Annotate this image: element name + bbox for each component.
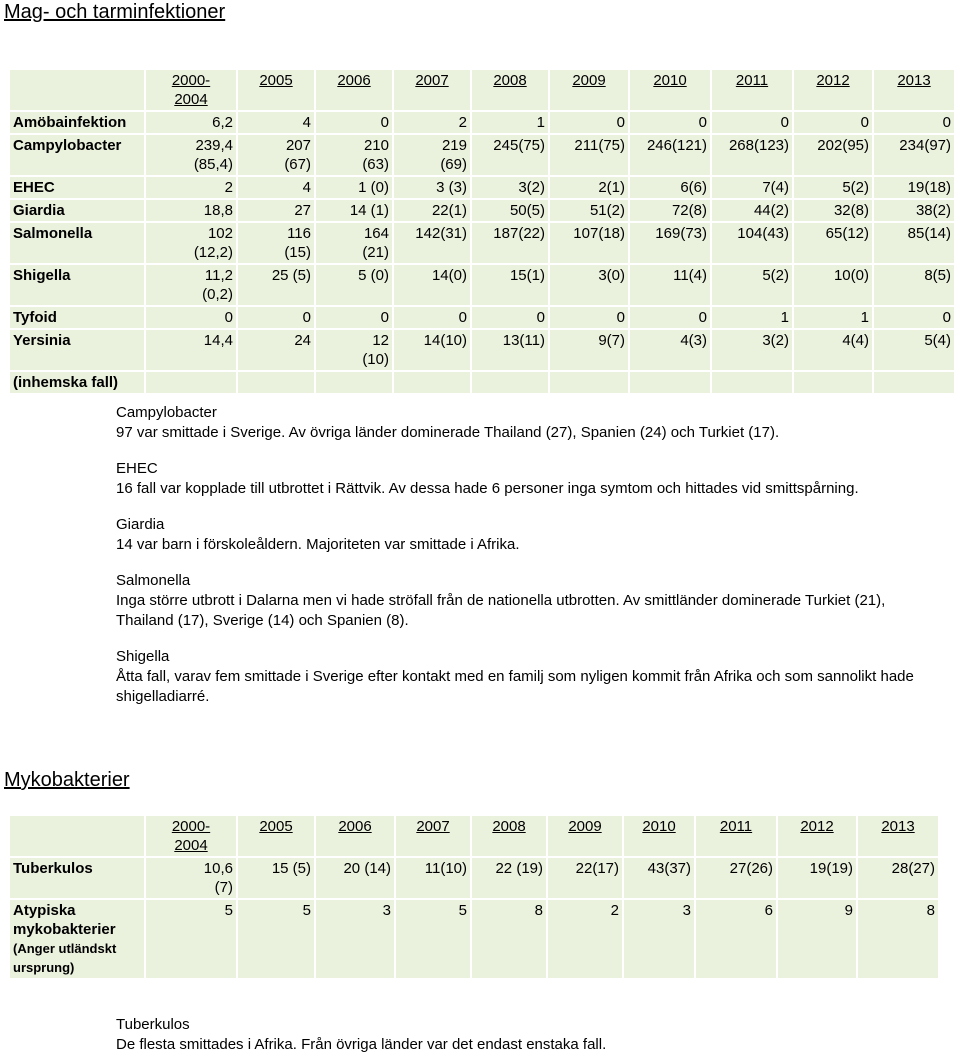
table-cell: 13(11) [471,329,549,371]
table-cell: 65(12) [793,222,873,264]
row-label-text: Tyfoid [13,309,57,326]
table-cell: 2 [145,176,237,199]
table-cell: 164 (21) [315,222,393,264]
table-cell: 27(26) [695,857,777,899]
table-cell: 19(19) [777,857,857,899]
row-label-text: Tuberkulos [13,860,93,877]
table-cell: 5 [237,899,315,979]
row-label [9,329,145,371]
table-cell: 19(18) [873,176,955,199]
table-cell: 15(1) [471,264,549,306]
note-body: Inga större utbrott i Dalarna men vi hade ströfall från de nationella utbrotten. Av smittländer dominerade Turkiet (21), Thailand (17), Sverige (14) och Spanien (8). [116,592,886,629]
year-header: 2000- 2004 [145,815,237,857]
row-label-text: Yersinia [13,332,71,349]
table-cell: 116 (15) [237,222,315,264]
note-block [116,459,946,499]
table-cell: 11,2 (0,2) [145,264,237,306]
table-cell: 4 [237,111,315,134]
row-label [9,899,145,979]
table-cell: 4(3) [629,329,711,371]
table-cell: 6,2 [145,111,237,134]
table-cell: 0 [549,111,629,134]
row-label-text: EHEC [13,179,55,196]
mycobacteria-notes [116,1015,946,1055]
year-header: 2005 [237,815,315,857]
note-spacer [116,631,946,647]
table-cell: 3 [623,899,695,979]
year-header: 2008 [471,69,549,111]
note-spacer [116,555,946,571]
table-cell: 8 [471,899,547,979]
table-cell: 43(37) [623,857,695,899]
table-cell: 72(8) [629,199,711,222]
row-label-text: Campylobacter [13,137,122,154]
row-label-text: (inhemska fall) [13,374,119,391]
year-header: 2009 [549,69,629,111]
note-block [116,515,946,555]
table-cell: 22(17) [547,857,623,899]
table-cell: 11(4) [629,264,711,306]
table-cell: 14(10) [393,329,471,371]
note-block [116,571,946,631]
year-header: 2006 [315,815,395,857]
table-cell: 187(22) [471,222,549,264]
table-cell: 14(0) [393,264,471,306]
table-cell: 51(2) [549,199,629,222]
row-label [9,134,145,176]
table-cell: 3(2) [471,176,549,199]
table-cell: 22(1) [393,199,471,222]
note-title: Salmonella [116,572,191,589]
row-label [9,371,145,394]
table-cell: 0 [873,111,955,134]
table-cell: 202(95) [793,134,873,176]
table-row [9,199,955,222]
table-cell: 11(10) [395,857,471,899]
row-label [9,306,145,329]
row-label-text: Atypiska mykobakterier [13,902,116,938]
table-cell: 14 (1) [315,199,393,222]
table-cell [711,371,793,394]
gastro-infections-table [8,68,956,395]
table-cell: 104(43) [711,222,793,264]
table-cell: 245(75) [471,134,549,176]
row-label-text: Shigella [13,267,71,284]
table-cell: 0 [145,306,237,329]
table-cell: 210 (63) [315,134,393,176]
table-cell [873,371,955,394]
table-cell: 24 [237,329,315,371]
table-cell: 107(18) [549,222,629,264]
year-header: 2009 [547,815,623,857]
table-cell: 32(8) [793,199,873,222]
table-cell: 28(27) [857,857,939,899]
table-cell: 25 (5) [237,264,315,306]
table-cell: 239,4 (85,4) [145,134,237,176]
table-cell: 20 (14) [315,857,395,899]
table-cell: 2 [547,899,623,979]
table-cell: 9(7) [549,329,629,371]
table-row [9,329,955,371]
row-label [9,857,145,899]
row-sublabel: (Anger utländskt ursprung) [13,941,117,975]
note-block [116,403,946,443]
table-cell: 10,6 (7) [145,857,237,899]
table-cell [315,371,393,394]
table-row [9,134,955,176]
table-cell [629,371,711,394]
table-cell: 4 [237,176,315,199]
table-cell: 211(75) [549,134,629,176]
gastro-notes [116,403,946,707]
table-cell: 3 [315,899,395,979]
section-title-gastro: Mag- och tarminfektioner [4,1,226,23]
table-cell [549,371,629,394]
note-body: 97 var smittade i Sverige. Av övriga länder dominerade Thailand (27), Spanien (24) och Turkiet (17). [116,424,780,441]
table-cell: 2(1) [549,176,629,199]
table-row [9,222,955,264]
year-header: 2011 [711,69,793,111]
note-title: Giardia [116,516,165,533]
table-cell: 3(2) [711,329,793,371]
table-cell: 5 (0) [315,264,393,306]
year-header: 2006 [315,69,393,111]
table-cell: 0 [873,306,955,329]
table-cell: 1 [471,111,549,134]
table-cell: 0 [549,306,629,329]
table-cell: 0 [315,111,393,134]
table-cell: 27 [237,199,315,222]
table-row [9,306,955,329]
table-cell: 0 [629,111,711,134]
table-cell: 5(2) [793,176,873,199]
note-body: 16 fall var kopplade till utbrottet i Rättvik. Av dessa hade 6 personer inga symtom och hittades vid smittspårning. [116,480,859,497]
header-corner [9,69,145,111]
table-row [9,111,955,134]
table-cell [145,371,237,394]
year-header: 2013 [857,815,939,857]
table-cell [793,371,873,394]
table-cell: 12 (10) [315,329,393,371]
table-cell: 5(2) [711,264,793,306]
table-cell: 169(73) [629,222,711,264]
row-label [9,199,145,222]
table-cell: 7(4) [711,176,793,199]
note-title: Campylobacter [116,404,217,421]
table-row [9,857,939,899]
table-cell: 1 (0) [315,176,393,199]
table-cell: 4(4) [793,329,873,371]
table-cell [471,371,549,394]
table-cell: 3(0) [549,264,629,306]
row-label-text: Giardia [13,202,65,219]
year-header: 2007 [395,815,471,857]
note-title: EHEC [116,460,158,477]
table-cell: 22 (19) [471,857,547,899]
table-cell: 5 [395,899,471,979]
table-cell: 0 [793,111,873,134]
table-cell: 1 [711,306,793,329]
table-cell: 0 [393,306,471,329]
table-cell: 50(5) [471,199,549,222]
year-header: 2008 [471,815,547,857]
table-cell: 9 [777,899,857,979]
row-label [9,222,145,264]
note-body: De flesta smittades i Afrika. Från övriga länder var det endast enstaka fall. [116,1036,607,1053]
note-title: Tuberkulos [116,1016,190,1033]
year-header: 2010 [629,69,711,111]
note-block [116,647,946,707]
year-header: 2000- 2004 [145,69,237,111]
row-label-text: Salmonella [13,225,93,242]
table-cell [393,371,471,394]
table-cell: 10(0) [793,264,873,306]
table-cell: 234(97) [873,134,955,176]
note-spacer [116,499,946,515]
table-cell: 8 [857,899,939,979]
table-cell: 6(6) [629,176,711,199]
row-label [9,176,145,199]
table-cell [237,371,315,394]
table-cell: 3 (3) [393,176,471,199]
note-title: Shigella [116,648,170,665]
row-label [9,264,145,306]
mycobacteria-table [8,814,940,980]
year-header: 2012 [793,69,873,111]
header-row [9,815,939,857]
table-cell: 18,8 [145,199,237,222]
row-label-text: Amöbainfektion [13,114,127,131]
table-cell: 44(2) [711,199,793,222]
table-row [9,176,955,199]
table-cell: 1 [793,306,873,329]
table-cell: 38(2) [873,199,955,222]
table-cell: 0 [315,306,393,329]
header-row [9,69,955,111]
table-cell: 5 [145,899,237,979]
year-header: 2013 [873,69,955,111]
table-cell: 246(121) [629,134,711,176]
row-label [9,111,145,134]
year-header: 2012 [777,815,857,857]
table-cell: 219 (69) [393,134,471,176]
table-cell: 8(5) [873,264,955,306]
table-cell: 2 [393,111,471,134]
year-header: 2011 [695,815,777,857]
table-cell: 268(123) [711,134,793,176]
table-row [9,899,939,979]
note-spacer [116,443,946,459]
year-header: 2010 [623,815,695,857]
table-cell: 0 [471,306,549,329]
year-header: 2007 [393,69,471,111]
header-corner [9,815,145,857]
table-cell: 14,4 [145,329,237,371]
table-cell: 6 [695,899,777,979]
table-cell: 102 (12,2) [145,222,237,264]
note-block [116,1015,946,1055]
table-cell: 85(14) [873,222,955,264]
year-header: 2005 [237,69,315,111]
table-cell: 142(31) [393,222,471,264]
table-cell: 5(4) [873,329,955,371]
table-row [9,264,955,306]
table-cell: 0 [237,306,315,329]
note-body: 14 var barn i förskoleåldern. Majoriteten var smittade i Afrika. [116,536,520,553]
section-title-mycobacteria: Mykobakterier [4,769,130,791]
table-cell: 0 [711,111,793,134]
table-row [9,371,955,394]
table-cell: 207 (67) [237,134,315,176]
table-cell: 0 [629,306,711,329]
note-body: Åtta fall, varav fem smittade i Sverige efter kontakt med en familj som nyligen kommit från Afrika och som sannolikt hade shigelladiarré. [116,668,914,705]
table-cell: 15 (5) [237,857,315,899]
